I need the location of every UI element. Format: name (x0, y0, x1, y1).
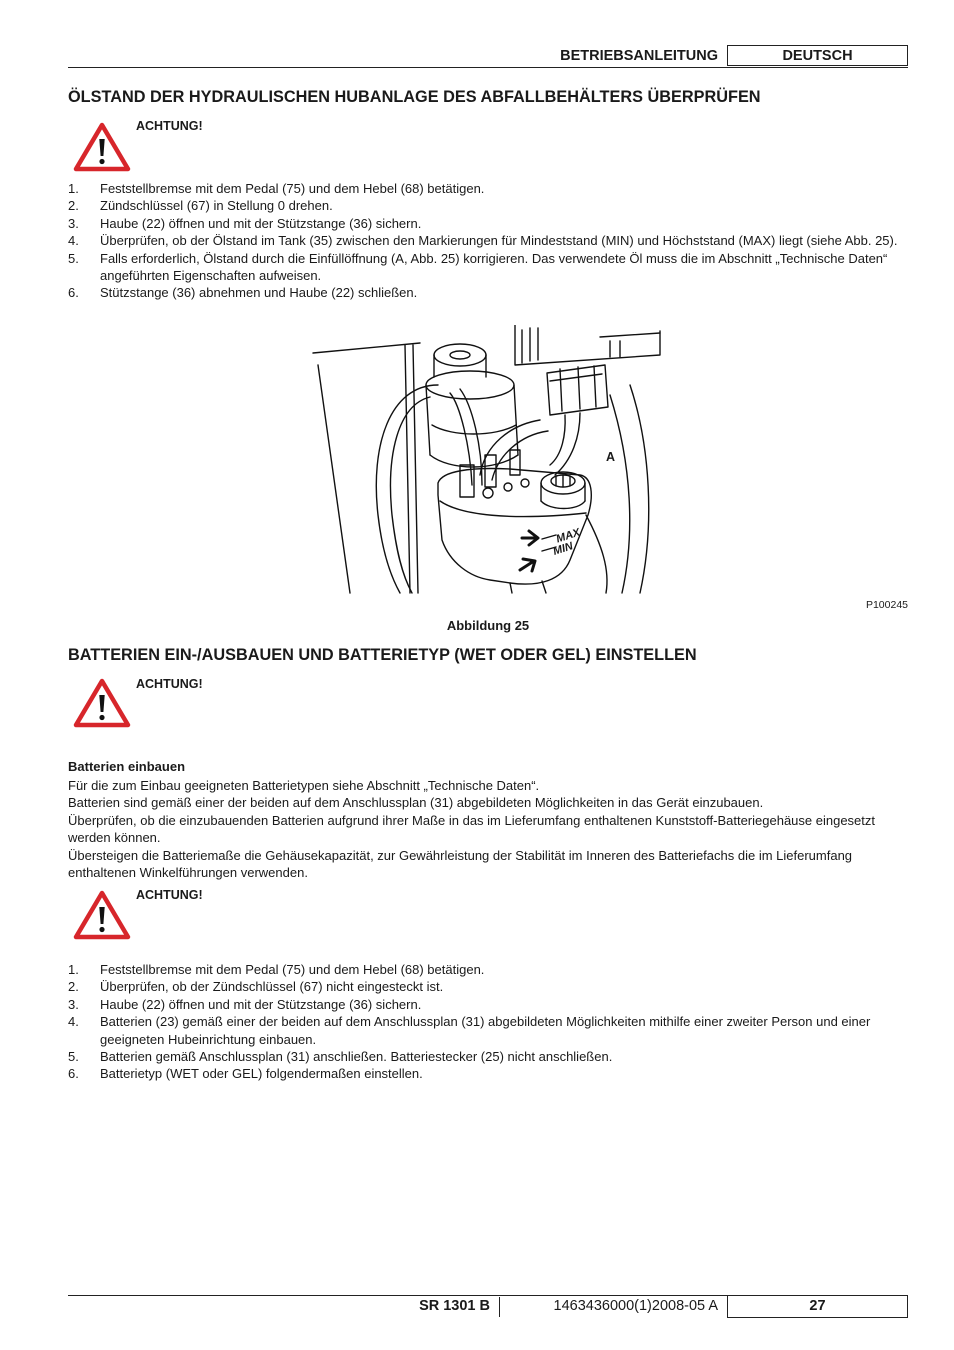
section1-warning-label: ACHTUNG! (136, 119, 203, 133)
list-number: 1. (68, 962, 79, 977)
list-item (68, 996, 908, 1013)
figure-caption: Abbildung 25 (446, 618, 530, 633)
list-number: 3. (68, 215, 79, 231)
list-text: Überprüfen, ob der Ölstand im Tank (35) zwischen den Markierungen für Mindeststand (MIN) und Höchststand (MAX) liegt (siehe Abb. 25). (100, 233, 898, 249)
list-text: Stützstange (36) abnehmen und Haube (22) schließen. (100, 285, 418, 301)
warning-triangle-icon (73, 890, 131, 940)
section2-warning2-label: ACHTUNG! (136, 888, 203, 902)
footer-model: SR 1301 B (419, 1298, 490, 1314)
list-item (68, 284, 908, 301)
header-language-box (727, 45, 908, 66)
list-number: 2. (68, 979, 79, 995)
list-text: Feststellbremse mit dem Pedal (75) und dem Hebel (68) betätigen. (100, 962, 485, 977)
section1-steps (68, 180, 908, 302)
list-text: Zündschlüssel (67) in Stellung 0 drehen. (100, 198, 333, 214)
list-item (68, 1065, 908, 1082)
figure-label-max: MAX (554, 526, 582, 546)
paragraph: Batterien sind gemäß einer der beiden auf dem Anschlussplan (31) abgebildeten Möglichkeiten in das Gerät einzubauen. (68, 795, 764, 811)
section2-title: BATTERIEN EIN-/AUSBAUEN UND BATTERIETYP (WET ODER GEL) EINSTELLEN (68, 646, 697, 664)
header-rule (68, 67, 908, 68)
paragraph: Für die zum Einbau geeigneten Batterietypen siehe Abschnitt „Technische Daten“. (68, 778, 540, 793)
paragraph: Überprüfen, ob die einzubauenden Batterien aufgrund ihrer Maße in das im Lieferumfang enthaltenen Kunststoff-Batteriegehäuse eingesetzt werden können. (68, 812, 876, 846)
list-item (68, 197, 908, 214)
section2-body (68, 777, 908, 881)
list-text: Feststellbremse mit dem Pedal (75) und dem Hebel (68) betätigen. (100, 181, 485, 196)
figure-label-a: A (606, 450, 616, 464)
page-number: 27 (809, 1298, 826, 1314)
figure-label-min: MIN (551, 540, 575, 558)
list-number: 6. (68, 1066, 79, 1082)
list-number: 2. (68, 198, 79, 214)
list-number: 5. (68, 250, 79, 266)
footer-document-code: 1463436000(1)2008-05 A (553, 1298, 718, 1314)
list-text: Falls erforderlich, Ölstand durch die Einfüllöffnung (A, Abb. 25) korrigieren. Das verwendete Öl muss die im Abschnitt „Technische Daten“ angeführten Eigenschaften aufweisen. (100, 250, 888, 284)
list-number: 1. (68, 181, 79, 196)
list-number: 4. (68, 1014, 79, 1030)
list-item (68, 961, 908, 978)
list-number: 4. (68, 233, 79, 249)
footer-page-box (727, 1295, 908, 1318)
list-text: Batterien (23) gemäß einer der beiden auf dem Anschlussplan (31) abgebildeten Möglichkeiten mithilfe einer zweiter Person und einer geeigneten Hubeinrichtung einbauen. (100, 1014, 871, 1047)
figure-code: P100245 (865, 599, 908, 611)
list-item (68, 1013, 908, 1048)
list-item (68, 215, 908, 232)
section1-title: ÖLSTAND DER HYDRAULISCHEN HUBANLAGE DES ABFALLBEHÄLTERS ÜBERPRÜFEN (68, 88, 761, 106)
section2-subheading: Batterien einbauen (68, 759, 186, 774)
list-text: Haube (22) öffnen und mit der Stützstange (36) sichern. (100, 215, 422, 231)
list-number: 3. (68, 996, 79, 1012)
list-text: Batterien gemäß Anschlussplan (31) anschließen. Batteriestecker (25) nicht anschließen. (100, 1049, 613, 1065)
header-language: DEUTSCH (782, 48, 853, 64)
section2-steps (68, 961, 908, 1083)
list-item (68, 232, 908, 249)
list-item (68, 250, 908, 285)
paragraph: Übersteigen die Batteriemaße die Gehäusekapazität, zur Gewährleistung der Stabilität im Inneren des Batteriefachs die im Lieferumfang enthaltenen Winkelführungen verwenden. (68, 847, 853, 881)
header-manual-title: BETRIEBSANLEITUNG (560, 48, 718, 64)
list-text: Haube (22) öffnen und mit der Stützstange (36) sichern. (100, 996, 422, 1012)
list-item (68, 978, 908, 995)
list-text: Batterietyp (WET oder GEL) folgendermaßen einstellen. (100, 1066, 423, 1082)
list-number: 5. (68, 1049, 79, 1065)
section2-warning-label: ACHTUNG! (136, 677, 203, 691)
list-text: Überprüfen, ob der Zündschlüssel (67) nicht eingesteckt ist. (100, 979, 444, 995)
list-number: 6. (68, 285, 79, 301)
warning-triangle-icon (73, 678, 131, 728)
list-item (68, 1048, 908, 1065)
list-item (68, 180, 908, 197)
warning-triangle-icon (73, 122, 131, 172)
